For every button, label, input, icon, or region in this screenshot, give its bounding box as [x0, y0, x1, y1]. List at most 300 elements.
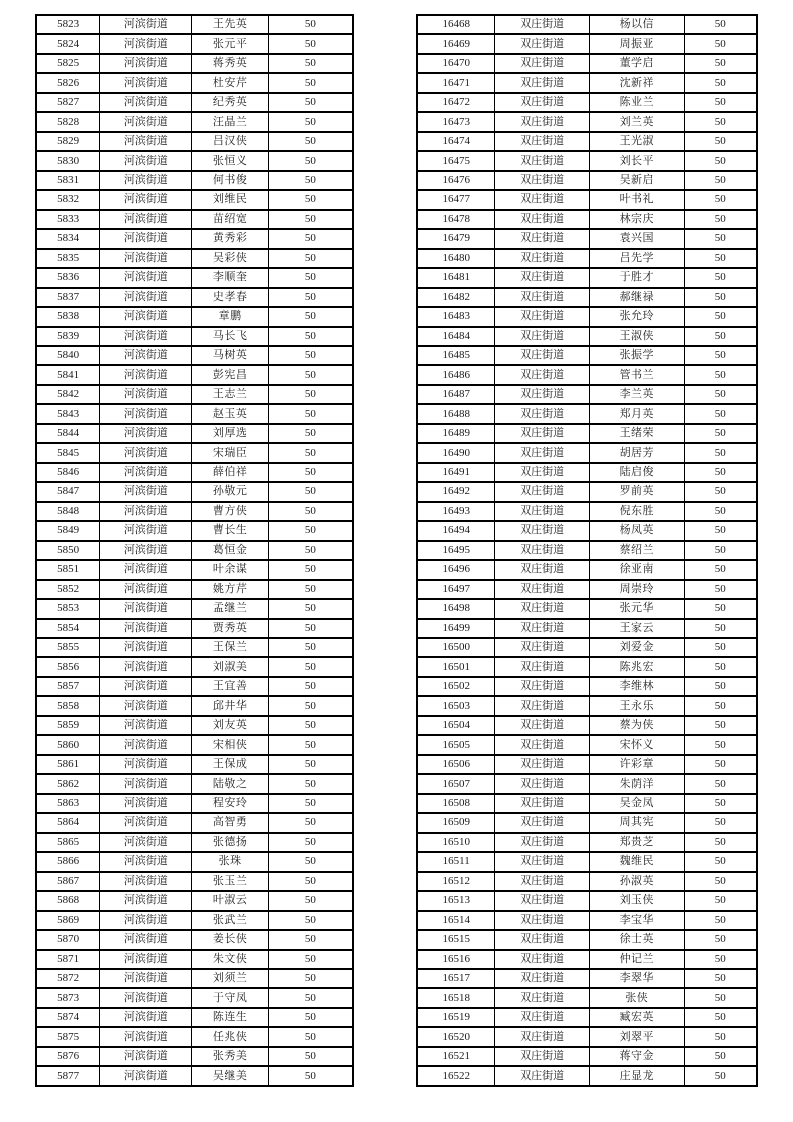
table-row: [418, 209, 756, 228]
id-cell: 16522: [442, 1069, 470, 1082]
value-cell: 50: [684, 775, 756, 792]
value-cell: 50: [268, 814, 352, 831]
table-row: [37, 656, 352, 675]
id-cell: 16485: [442, 349, 470, 362]
roster-table-right: [416, 14, 758, 1087]
table-row: [418, 384, 756, 403]
id-cell: 5862: [57, 777, 80, 790]
value-cell: 50: [684, 94, 756, 111]
id-cell: 16472: [442, 96, 470, 109]
table-row: [418, 871, 756, 890]
district-cell: 河滨街道: [99, 795, 191, 812]
name-cell: 徐士英: [589, 931, 684, 948]
name-cell: 王宜善: [191, 678, 268, 695]
table-row: [418, 754, 756, 773]
value-cell: 50: [268, 989, 352, 1006]
id-cell: 5836: [57, 271, 80, 284]
value-cell: 50: [268, 1028, 352, 1045]
name-cell: 吕汉侠: [191, 133, 268, 150]
id-cell: 5835: [57, 251, 80, 264]
district-cell: 河滨街道: [99, 658, 191, 675]
value-cell: 50: [684, 230, 756, 247]
id-cell: 5870: [57, 933, 80, 946]
district-cell: 双庄街道: [494, 269, 589, 286]
district-cell: 双庄街道: [494, 873, 589, 890]
district-cell: 河滨街道: [99, 347, 191, 364]
name-cell: 宋瑞臣: [191, 444, 268, 461]
district-cell: 河滨街道: [99, 717, 191, 734]
value-cell: 50: [684, 503, 756, 520]
id-cell: 5858: [57, 699, 80, 712]
value-cell: 50: [268, 366, 352, 383]
district-cell: 河滨街道: [99, 425, 191, 442]
table-row: [37, 929, 352, 948]
table-row: [418, 1007, 756, 1026]
name-cell: 张德扬: [191, 834, 268, 851]
id-cell: 16502: [442, 680, 470, 693]
name-cell: 王永乐: [589, 697, 684, 714]
name-cell: 徐亚南: [589, 561, 684, 578]
name-cell: 曹方侠: [191, 503, 268, 520]
district-cell: 河滨街道: [99, 775, 191, 792]
table-row: [418, 910, 756, 929]
table-row: [418, 423, 756, 442]
name-cell: 郑月英: [589, 405, 684, 422]
value-cell: 50: [684, 74, 756, 91]
value-cell: 50: [268, 697, 352, 714]
district-cell: 双庄街道: [494, 191, 589, 208]
name-cell: 史孝春: [191, 289, 268, 306]
table-row: [418, 228, 756, 247]
name-cell: 高智勇: [191, 814, 268, 831]
name-cell: 杨以信: [589, 16, 684, 33]
id-cell: 5851: [57, 563, 80, 576]
value-cell: 50: [268, 444, 352, 461]
district-cell: 河滨街道: [99, 152, 191, 169]
table-row: [418, 150, 756, 169]
district-cell: 河滨街道: [99, 503, 191, 520]
table-row: [418, 53, 756, 72]
value-cell: 50: [684, 55, 756, 72]
id-cell: 5863: [57, 796, 80, 809]
name-cell: 杜安芹: [191, 74, 268, 91]
name-cell: 马树英: [191, 347, 268, 364]
id-cell: 5849: [57, 524, 80, 537]
name-cell: 沈新祥: [589, 74, 684, 91]
table-row: [37, 851, 352, 870]
district-cell: 河滨街道: [99, 522, 191, 539]
district-cell: 双庄街道: [494, 717, 589, 734]
name-cell: 吴新启: [589, 172, 684, 189]
table-row: [418, 949, 756, 968]
table-row: [37, 150, 352, 169]
table-row: [418, 345, 756, 364]
id-cell: 16481: [442, 271, 470, 284]
value-cell: 50: [268, 16, 352, 33]
value-cell: 50: [268, 561, 352, 578]
value-cell: 50: [684, 250, 756, 267]
district-cell: 双庄街道: [494, 16, 589, 33]
name-cell: 刘淑美: [191, 658, 268, 675]
name-cell: 杨凤英: [589, 522, 684, 539]
name-cell: 蔡绍兰: [589, 542, 684, 559]
value-cell: 50: [684, 133, 756, 150]
district-cell: 河滨街道: [99, 873, 191, 890]
table-row: [37, 754, 352, 773]
district-cell: 双庄街道: [494, 55, 589, 72]
table-row: [37, 715, 352, 734]
id-cell: 16515: [442, 933, 470, 946]
name-cell: 叶余谋: [191, 561, 268, 578]
table-row: [418, 131, 756, 150]
district-cell: 双庄街道: [494, 211, 589, 228]
id-cell: 5829: [57, 135, 80, 148]
table-row: [37, 423, 352, 442]
table-row: [418, 559, 756, 578]
value-cell: 50: [268, 191, 352, 208]
district-cell: 双庄街道: [494, 35, 589, 52]
id-cell: 5869: [57, 913, 80, 926]
id-cell: 5823: [57, 18, 80, 31]
table-row: [37, 734, 352, 753]
value-cell: 50: [268, 74, 352, 91]
value-cell: 50: [684, 892, 756, 909]
value-cell: 50: [268, 328, 352, 345]
district-cell: 双庄街道: [494, 814, 589, 831]
table-row: [418, 364, 756, 383]
table-row: [37, 987, 352, 1006]
value-cell: 50: [268, 35, 352, 52]
table-row: [37, 812, 352, 831]
name-cell: 刘维民: [191, 191, 268, 208]
id-cell: 16513: [442, 894, 470, 907]
name-cell: 姜长侠: [191, 931, 268, 948]
id-cell: 16518: [442, 991, 470, 1004]
id-cell: 16495: [442, 543, 470, 556]
value-cell: 50: [684, 620, 756, 637]
district-cell: 河滨街道: [99, 94, 191, 111]
district-cell: 双庄街道: [494, 328, 589, 345]
table-row: [418, 637, 756, 656]
table-row: [418, 1046, 756, 1065]
id-cell: 5855: [57, 641, 80, 654]
value-cell: 50: [268, 756, 352, 773]
value-cell: 50: [684, 289, 756, 306]
name-cell: 蔡为侠: [589, 717, 684, 734]
value-cell: 50: [268, 1067, 352, 1084]
value-cell: 50: [268, 795, 352, 812]
id-cell: 5874: [57, 1011, 80, 1024]
id-cell: 5867: [57, 874, 80, 887]
table-row: [37, 384, 352, 403]
id-cell: 5873: [57, 991, 80, 1004]
table-row: [418, 248, 756, 267]
name-cell: 郝继禄: [589, 289, 684, 306]
id-cell: 16476: [442, 173, 470, 186]
district-cell: 双庄街道: [494, 1028, 589, 1045]
name-cell: 吴继美: [191, 1067, 268, 1084]
table-row: [418, 598, 756, 617]
value-cell: 50: [268, 951, 352, 968]
district-cell: 双庄街道: [494, 1067, 589, 1084]
table-row: [418, 618, 756, 637]
value-cell: 50: [684, 600, 756, 617]
table-row: [37, 306, 352, 325]
district-cell: 河滨街道: [99, 386, 191, 403]
table-row: [418, 326, 756, 345]
value-cell: 50: [268, 873, 352, 890]
value-cell: 50: [268, 133, 352, 150]
name-cell: 王保兰: [191, 639, 268, 656]
id-cell: 5848: [57, 504, 80, 517]
table-row: [418, 715, 756, 734]
value-cell: 50: [268, 853, 352, 870]
table-row: [37, 676, 352, 695]
name-cell: 刘翠平: [589, 1028, 684, 1045]
value-cell: 50: [684, 152, 756, 169]
value-cell: 50: [684, 658, 756, 675]
value-cell: 50: [684, 444, 756, 461]
id-cell: 5857: [57, 680, 80, 693]
name-cell: 张允玲: [589, 308, 684, 325]
id-cell: 16483: [442, 310, 470, 323]
value-cell: 50: [268, 717, 352, 734]
value-cell: 50: [684, 873, 756, 890]
name-cell: 朱荫洋: [589, 775, 684, 792]
id-cell: 16474: [442, 135, 470, 148]
table-row: [418, 501, 756, 520]
district-cell: 双庄街道: [494, 756, 589, 773]
district-cell: 双庄街道: [494, 775, 589, 792]
table-row: [418, 170, 756, 189]
id-cell: 16500: [442, 641, 470, 654]
district-cell: 河滨街道: [99, 814, 191, 831]
table-row: [37, 579, 352, 598]
name-cell: 张秀美: [191, 1048, 268, 1065]
value-cell: 50: [268, 172, 352, 189]
table-row: [418, 890, 756, 909]
name-cell: 李翠华: [589, 970, 684, 987]
value-cell: 50: [268, 464, 352, 481]
id-cell: 16493: [442, 504, 470, 517]
table-row: [37, 598, 352, 617]
district-cell: 双庄街道: [494, 853, 589, 870]
district-cell: 河滨街道: [99, 600, 191, 617]
id-cell: 5834: [57, 232, 80, 245]
id-cell: 16517: [442, 972, 470, 985]
name-cell: 郑贵芝: [589, 834, 684, 851]
id-cell: 16487: [442, 388, 470, 401]
id-cell: 16503: [442, 699, 470, 712]
name-cell: 李宝华: [589, 912, 684, 929]
name-cell: 张元平: [191, 35, 268, 52]
table-row: [37, 949, 352, 968]
name-cell: 刘友英: [191, 717, 268, 734]
district-cell: 河滨街道: [99, 250, 191, 267]
table-row: [37, 189, 352, 208]
value-cell: 50: [684, 697, 756, 714]
district-cell: 河滨街道: [99, 561, 191, 578]
table-row: [37, 345, 352, 364]
district-cell: 河滨街道: [99, 269, 191, 286]
district-cell: 双庄街道: [494, 347, 589, 364]
id-cell: 5831: [57, 173, 80, 186]
table-row: [37, 287, 352, 306]
table-row: [37, 1046, 352, 1065]
name-cell: 葛恒金: [191, 542, 268, 559]
table-row: [418, 462, 756, 481]
district-cell: 河滨街道: [99, 211, 191, 228]
name-cell: 王志兰: [191, 386, 268, 403]
district-cell: 河滨街道: [99, 989, 191, 1006]
value-cell: 50: [268, 425, 352, 442]
name-cell: 胡居芳: [589, 444, 684, 461]
table-row: [37, 326, 352, 345]
id-cell: 16484: [442, 329, 470, 342]
table-row: [37, 53, 352, 72]
district-cell: 河滨街道: [99, 697, 191, 714]
value-cell: 50: [268, 1048, 352, 1065]
value-cell: 50: [268, 94, 352, 111]
table-row: [37, 267, 352, 286]
table-row: [37, 910, 352, 929]
value-cell: 50: [268, 639, 352, 656]
district-cell: 河滨街道: [99, 289, 191, 306]
district-cell: 双庄街道: [494, 1048, 589, 1065]
table-row: [37, 33, 352, 52]
name-cell: 林宗庆: [589, 211, 684, 228]
id-cell: 16482: [442, 290, 470, 303]
district-cell: 河滨街道: [99, 55, 191, 72]
district-cell: 河滨街道: [99, 113, 191, 130]
district-cell: 双庄街道: [494, 639, 589, 656]
id-cell: 16489: [442, 427, 470, 440]
value-cell: 50: [268, 230, 352, 247]
id-cell: 16509: [442, 816, 470, 829]
value-cell: 50: [268, 834, 352, 851]
id-cell: 5853: [57, 602, 80, 615]
table-row: [37, 890, 352, 909]
table-row: [418, 579, 756, 598]
district-cell: 河滨街道: [99, 834, 191, 851]
value-cell: 50: [684, 581, 756, 598]
id-cell: 16491: [442, 466, 470, 479]
value-cell: 50: [684, 191, 756, 208]
district-cell: 双庄街道: [494, 113, 589, 130]
value-cell: 50: [268, 405, 352, 422]
name-cell: 吕先学: [589, 250, 684, 267]
name-cell: 刘长平: [589, 152, 684, 169]
district-cell: 双庄街道: [494, 444, 589, 461]
value-cell: 50: [684, 931, 756, 948]
id-cell: 16494: [442, 524, 470, 537]
name-cell: 罗前英: [589, 483, 684, 500]
name-cell: 李维林: [589, 678, 684, 695]
district-cell: 双庄街道: [494, 230, 589, 247]
name-cell: 张振学: [589, 347, 684, 364]
table-row: [37, 92, 352, 111]
district-cell: 河滨街道: [99, 405, 191, 422]
district-cell: 河滨街道: [99, 366, 191, 383]
id-cell: 5841: [57, 368, 80, 381]
name-cell: 陈业兰: [589, 94, 684, 111]
name-cell: 魏维民: [589, 853, 684, 870]
name-cell: 王绪荣: [589, 425, 684, 442]
value-cell: 50: [684, 172, 756, 189]
table-row: [418, 111, 756, 130]
district-cell: 河滨街道: [99, 639, 191, 656]
district-cell: 河滨街道: [99, 172, 191, 189]
value-cell: 50: [684, 113, 756, 130]
table-row: [37, 695, 352, 714]
district-cell: 河滨街道: [99, 483, 191, 500]
id-cell: 16497: [442, 582, 470, 595]
value-cell: 50: [684, 639, 756, 656]
table-row: [37, 773, 352, 792]
table-row: [37, 793, 352, 812]
district-cell: 双庄街道: [494, 366, 589, 383]
value-cell: 50: [684, 328, 756, 345]
id-cell: 5843: [57, 407, 80, 420]
table-row: [37, 481, 352, 500]
id-cell: 5860: [57, 738, 80, 751]
table-row: [37, 871, 352, 890]
table-row: [37, 637, 352, 656]
district-cell: 双庄街道: [494, 951, 589, 968]
name-cell: 袁兴国: [589, 230, 684, 247]
id-cell: 5864: [57, 816, 80, 829]
value-cell: 50: [684, 464, 756, 481]
district-cell: 河滨街道: [99, 970, 191, 987]
value-cell: 50: [268, 55, 352, 72]
id-cell: 16473: [442, 115, 470, 128]
name-cell: 管书兰: [589, 366, 684, 383]
name-cell: 何书俊: [191, 172, 268, 189]
district-cell: 河滨街道: [99, 191, 191, 208]
name-cell: 陈兆宏: [589, 658, 684, 675]
id-cell: 5837: [57, 290, 80, 303]
table-row: [418, 773, 756, 792]
name-cell: 张珠: [191, 853, 268, 870]
name-cell: 王家云: [589, 620, 684, 637]
id-cell: 5856: [57, 660, 80, 673]
table-row: [37, 618, 352, 637]
value-cell: 50: [684, 814, 756, 831]
value-cell: 50: [268, 970, 352, 987]
value-cell: 50: [684, 269, 756, 286]
value-cell: 50: [684, 308, 756, 325]
value-cell: 50: [268, 912, 352, 929]
id-cell: 5827: [57, 96, 80, 109]
district-cell: 双庄街道: [494, 94, 589, 111]
name-cell: 马长飞: [191, 328, 268, 345]
name-cell: 仲记兰: [589, 951, 684, 968]
id-cell: 5861: [57, 758, 80, 771]
id-cell: 5826: [57, 76, 80, 89]
district-cell: 河滨街道: [99, 74, 191, 91]
table-row: [37, 501, 352, 520]
district-cell: 河滨街道: [99, 1009, 191, 1026]
id-cell: 5868: [57, 894, 80, 907]
table-row: [418, 968, 756, 987]
id-cell: 5865: [57, 835, 80, 848]
district-cell: 河滨街道: [99, 931, 191, 948]
id-cell: 5839: [57, 329, 80, 342]
table-row: [37, 111, 352, 130]
district-cell: 双庄街道: [494, 425, 589, 442]
district-cell: 河滨街道: [99, 328, 191, 345]
district-cell: 双庄街道: [494, 308, 589, 325]
